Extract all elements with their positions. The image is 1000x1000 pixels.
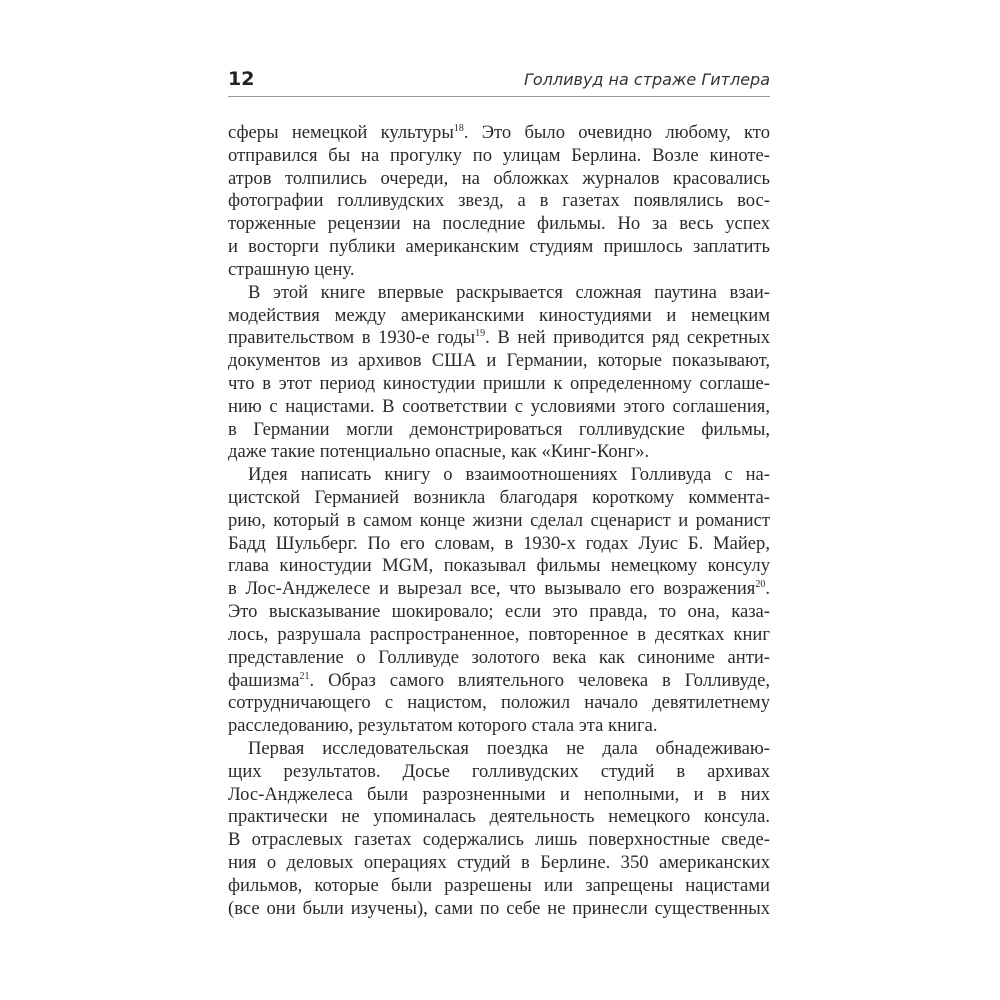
- text-line: [228, 259, 770, 282]
- line-text: в Лос-Анджелесе и вырезал все, что вызывало его возражения: [228, 578, 756, 600]
- line-text: .: [765, 578, 770, 600]
- line-text: правительством в 1930-е годы: [228, 327, 476, 349]
- text-line: [228, 327, 770, 350]
- line-text: в Германии могли демонстрироваться голливудские фильмы,: [228, 418, 770, 440]
- footnote-reference[interactable]: 20: [755, 579, 766, 591]
- line-text: глава киностудии MGM, показывал фильмы немецкому консулу: [228, 555, 770, 577]
- footnote-reference[interactable]: 19: [475, 328, 486, 340]
- text-line: [228, 145, 770, 168]
- text-line: [228, 236, 770, 259]
- line-text: . Образ самого влиятельного человека в Голливуде,: [309, 669, 770, 691]
- line-text: Это высказывание шокировало; если это правда, то она, каза-: [228, 601, 770, 623]
- line-text: нию с нацистами. В соответствии с условиями этого соглашения,: [228, 395, 770, 417]
- text-line: [228, 464, 770, 487]
- line-text: и восторги публики американским студиям пришлось заплатить: [228, 236, 770, 258]
- line-text: фильмов, которые были разрешены или запрещены нацистами: [228, 874, 770, 896]
- text-line: [228, 168, 770, 191]
- line-text: В этой книге впервые раскрывается сложная паутина взаи-: [248, 281, 770, 303]
- line-text: Идея написать книгу о взаимоотношениях Голливуда с на-: [248, 464, 770, 486]
- text-line: [228, 510, 770, 533]
- line-text: практически не упоминалась деятельность немецкого консула.: [228, 806, 770, 828]
- text-line: [228, 419, 770, 442]
- line-text: цистской Германией возникла благодаря короткому коммента-: [228, 487, 770, 508]
- running-title: Голливуд на страже Гитлера: [523, 70, 770, 89]
- page-number: 12: [228, 68, 255, 90]
- text-line: [228, 829, 770, 852]
- paragraph: [228, 738, 770, 921]
- line-text: модействия между американскими киностудиями и немецким: [228, 304, 770, 326]
- text-line: [228, 350, 770, 373]
- line-text: Первая исследовательская поездка не дала обнадеживаю-: [248, 737, 770, 759]
- text-line: [228, 761, 770, 784]
- line-text: щих результатов. Досье голливудских студий в архивах: [228, 760, 770, 782]
- header-rule: [228, 96, 770, 97]
- line-text: отправился бы на прогулку по улицам Берлина. Возле киноте-: [228, 144, 770, 166]
- body-text: [228, 122, 770, 920]
- line-text: сферы немецкой культуры: [228, 122, 454, 143]
- text-line: [228, 396, 770, 419]
- text-line: [228, 898, 770, 921]
- line-text: атров толпились очереди, на обложках журналов красовались: [228, 167, 770, 189]
- line-text: страшную цену.: [228, 258, 355, 280]
- line-text: расследованию, результатом которого стала эта книга.: [228, 715, 658, 737]
- text-line: [228, 190, 770, 213]
- paragraph: [228, 464, 770, 738]
- text-line: [228, 601, 770, 624]
- text-line: [228, 715, 770, 738]
- line-text: сотрудничающего с нацистом, положил начало девятилетнему: [228, 692, 770, 714]
- line-text: что в этот период киностудии пришли к определенному соглаше-: [228, 372, 770, 394]
- line-text: Лос-Анджелеса были разрозненными и неполными, и в них: [228, 783, 770, 805]
- text-line: [228, 624, 770, 647]
- text-line: [228, 305, 770, 328]
- text-line: [228, 784, 770, 807]
- line-text: фотографии голливудских звезд, а в газетах появлялись вос-: [228, 190, 770, 212]
- text-line: [228, 875, 770, 898]
- text-line: [228, 692, 770, 715]
- line-text: торженные рецензии на последние фильмы. Но за весь успех: [228, 213, 770, 235]
- text-line: [228, 647, 770, 670]
- paragraph: [228, 282, 770, 465]
- line-text: фашизма: [228, 669, 300, 691]
- line-text: (все они были изучены), сами по себе не принесли существенных: [228, 897, 770, 919]
- footnote-reference[interactable]: 18: [453, 123, 464, 134]
- text-line: [228, 213, 770, 236]
- text-line: [228, 282, 770, 305]
- text-line: [228, 578, 770, 601]
- text-line: [228, 122, 770, 145]
- line-text: лось, разрушала распространенное, повторенное в десятках книг: [228, 623, 770, 645]
- line-text: ния о деловых операциях студий в Берлине. 350 американских: [228, 852, 770, 873]
- text-line: [228, 533, 770, 556]
- text-line: [228, 738, 770, 761]
- footnote-reference[interactable]: 21: [299, 670, 310, 682]
- text-line: [228, 555, 770, 578]
- paragraph: [228, 122, 770, 282]
- line-text: рию, который в самом конце жизни сделал сценарист и романист: [228, 509, 770, 531]
- text-line: [228, 806, 770, 829]
- line-text: даже такие потенциально опасные, как «Кинг-Конг».: [228, 441, 650, 463]
- text-line: [228, 852, 770, 875]
- line-text: . В ней приводится ряд секретных: [485, 327, 770, 349]
- text-line: [228, 373, 770, 396]
- line-text: Бадд Шульберг. По его словам, в 1930-х годах Луис Б. Майер,: [228, 532, 770, 554]
- text-line: [228, 487, 770, 510]
- line-text: представление о Голливуде золотого века как синониме анти-: [228, 646, 770, 668]
- line-text: документов из архивов США и Германии, которые показывают,: [228, 350, 770, 372]
- text-line: [228, 670, 770, 693]
- text-line: [228, 441, 770, 464]
- line-text: В отраслевых газетах содержались лишь поверхностные сведе-: [228, 829, 770, 851]
- line-text: . Это было очевидно любому, кто: [463, 122, 770, 143]
